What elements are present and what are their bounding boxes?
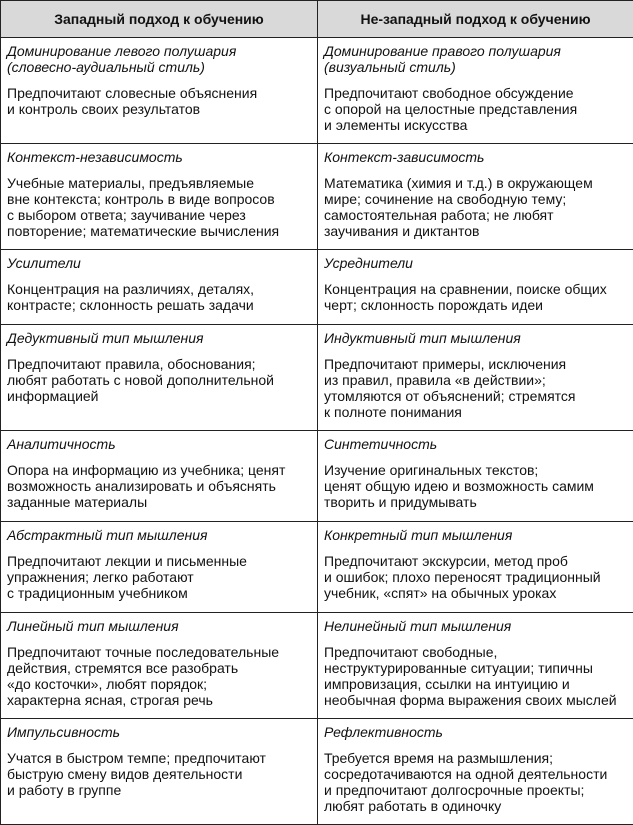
cell-text: Предпочитают свободные, неструктурированные ситуации; типичны импровизация, ссылки на интуицию и необычная форма выражения своих мыслей: [324, 644, 627, 708]
cell-text: Предпочитают лекции и письменные упражнения; легко работают с традиционным учебником: [7, 553, 311, 601]
cell-title: Абстрактный тип мышления: [7, 527, 311, 543]
cell-title: Аналитичность: [7, 436, 311, 452]
cell-title: Доминирование левого полушария (словесно-аудиальный стиль): [7, 43, 311, 75]
cell-text: Предпочитают правила, обоснования; любят работать с новой дополнительной информацией: [7, 356, 311, 404]
cell-title: Конкретный тип мышления: [324, 527, 627, 543]
table-row: [1, 250, 633, 325]
cell-western: [1, 522, 318, 613]
cell-title: Синтетичность: [324, 436, 627, 452]
table-row: [1, 719, 633, 825]
cell-title: Контекст-независимость: [7, 149, 311, 165]
cell-text: Концентрация на сравнении, поиске общих черт; склонность порождать идеи: [324, 281, 627, 313]
cell-non-western: [318, 325, 633, 431]
cell-non-western: [318, 613, 633, 719]
cell-text: Учатся в быстром темпе; предпочитают быструю смену видов деятельности и работу в группе: [7, 750, 311, 798]
table-row: [1, 38, 633, 144]
cell-non-western: [318, 38, 633, 144]
cell-western: [1, 431, 318, 522]
cell-western: [1, 144, 318, 250]
cell-non-western: [318, 144, 633, 250]
cell-title: Доминирование правого полушария (визуальный стиль): [324, 43, 627, 75]
cell-title: Рефлективность: [324, 724, 627, 740]
cell-western: [1, 325, 318, 431]
cell-text: Концентрация на различиях, деталях, контрасте; склонность решать задачи: [7, 281, 311, 313]
cell-title: Индуктивный тип мышления: [324, 330, 627, 346]
cell-text: Предпочитают свободное обсуждение с опорой на целостные представления и элементы искусства: [324, 85, 627, 133]
table-row: [1, 613, 633, 719]
table-row: [1, 325, 633, 431]
cell-western: [1, 38, 318, 144]
cell-non-western: [318, 431, 633, 522]
cell-text: Изучение оригинальных текстов; ценят общую идею и возможность самим творить и придумывать: [324, 462, 627, 510]
table-row: [1, 431, 633, 522]
cell-western: [1, 719, 318, 825]
header-western: Западный подход к обучению: [1, 1, 318, 38]
cell-title: Усреднители: [324, 255, 627, 271]
cell-text: Учебные материалы, предъявляемые вне контекста; контроль в виде вопросов с выбором ответа; заучивание через повторение; математические вычисления: [7, 175, 311, 239]
cell-title: Дедуктивный тип мышления: [7, 330, 311, 346]
cell-non-western: [318, 522, 633, 613]
cell-text: Предпочитают точные последовательные действия, стремятся все разобрать «до косточки», любят порядок; характерна ясная, строгая речь: [7, 644, 311, 708]
cell-text: Предпочитают словесные объяснения и контроль своих результатов: [7, 85, 311, 117]
cell-non-western: [318, 719, 633, 825]
table-row: [1, 522, 633, 613]
cell-title: Усилители: [7, 255, 311, 271]
cell-text: Математика (химия и т.д.) в окружающем мире; сочинение на свободную тему; самостоятельная работа; не любят заучивания и диктантов: [324, 175, 627, 239]
cell-text: Предпочитают экскурсии, метод проб и ошибок; плохо переносят традиционный учебник, «спят» на обычных уроках: [324, 553, 627, 601]
cell-title: Импульсивность: [7, 724, 311, 740]
table-row: [1, 144, 633, 250]
table-header-row: [1, 1, 633, 38]
cell-text: Требуется время на размышления; сосредотачиваются на одной деятельности и предпочитают долгосрочные проекты; любят работать в одиночку: [324, 750, 627, 814]
header-non-western: Не-западный подход к обучению: [318, 1, 633, 38]
cell-title: Контекст-зависимость: [324, 149, 627, 165]
cell-text: Опора на информацию из учебника; ценят возможность анализировать и объяснять заданные материалы: [7, 462, 311, 510]
cell-title: Нелинейный тип мышления: [324, 618, 627, 634]
cell-title: Линейный тип мышления: [7, 618, 311, 634]
cell-non-western: [318, 250, 633, 325]
cell-western: [1, 613, 318, 719]
cell-text: Предпочитают примеры, исключения из правил, правила «в действии»; утомляются от объяснений; стремятся к полноте понимания: [324, 356, 627, 420]
cell-western: [1, 250, 318, 325]
